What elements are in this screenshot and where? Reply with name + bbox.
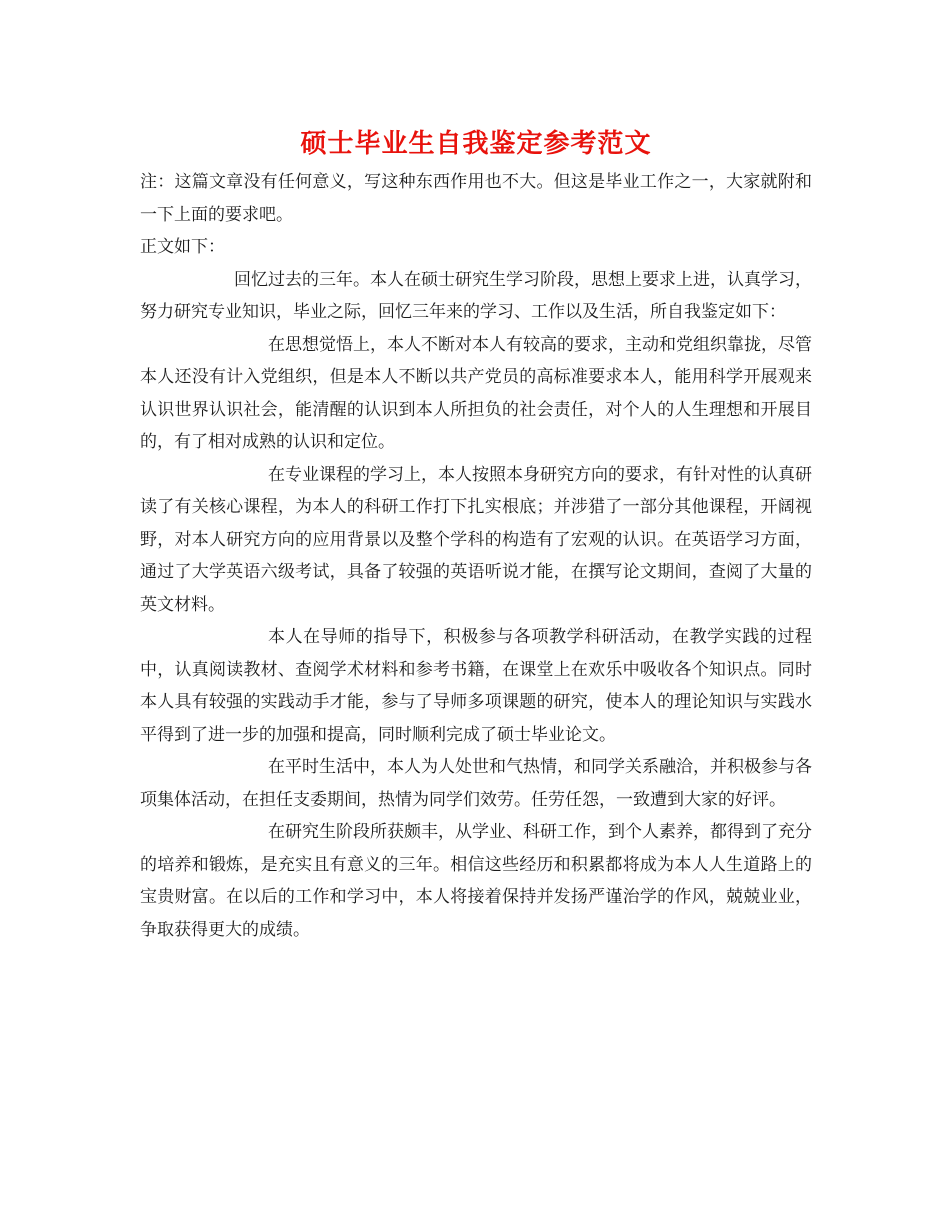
body-paragraph-2: 在思想觉悟上，本人不断对本人有较高的要求，主动和党组织靠拢，尽管本人还没有计入党组织，但是本人不断以共产党员的高标准要求本人，能用科学开展观来认识世界认识社会，能清醒的认识到本人所担负的社会责任，对个人的人生理想和开展目的，有了相对成熟的认识和定位。 (140, 334, 812, 452)
body-paragraph-3: 在专业课程的学习上，本人按照本身研究方向的要求，有针对性的认真研读了有关核心课程，为本人的科研工作打下扎实根底；并涉猎了一部分其他课程，开阔视野，对本人研究方向的应用背景以及整个学科的构造有了宏观的认识。在英语学习方面，通过了大学英语六级考试，具备了较强的英语听说才能，在撰写论文期间，查阅了大量的英文材料。 (140, 464, 812, 615)
body-paragraph-1: 回忆过去的三年。本人在硕士研究生学习阶段，思想上要求上进，认真学习，努力研究专业知识，毕业之际，回忆三年来的学习、工作以及生活，所自我鉴定如下： (140, 269, 812, 322)
body-paragraph-6: 在研究生阶段所获颇丰，从学业、科研工作，到个人素养，都得到了充分的培养和锻炼，是充实且有意义的三年。相信这些经历和积累都将成为本人人生道路上的宝贵财富。在以后的工作和学习中，本人将接着保持并发扬严谨治学的作风，兢兢业业，争取获得更大的成绩。 (140, 822, 812, 940)
document-title: 硕士毕业生自我鉴定参考范文 (300, 129, 652, 159)
note-paragraph: 注：这篇文章没有任何意义，写这种东西作用也不大。但这是毕业工作之一，大家就附和一下上面的要求吧。 (140, 172, 812, 225)
intro-label: 正文如下： (140, 237, 225, 257)
body-paragraph-4: 本人在导师的指导下，积极参与各项教学科研活动，在教学实践的过程中，认真阅读教材、查阅学术材料和参考书籍，在课堂上在欢乐中吸收各个知识点。同时本人具有较强的实践动手才能，参与了导师多项课题的研究，使本人的理论知识与实践水平得到了进一步的加强和提高，同时顺利完成了硕士毕业论文。 (140, 627, 812, 745)
document-page (140, 122, 812, 946)
body-paragraph-5: 在平时生活中，本人为人处世和气热情，和同学关系融洽，并积极参与各项集体活动，在担任支委期间，热情为同学们效劳。任劳任怨，一致遭到大家的好评。 (140, 757, 812, 810)
